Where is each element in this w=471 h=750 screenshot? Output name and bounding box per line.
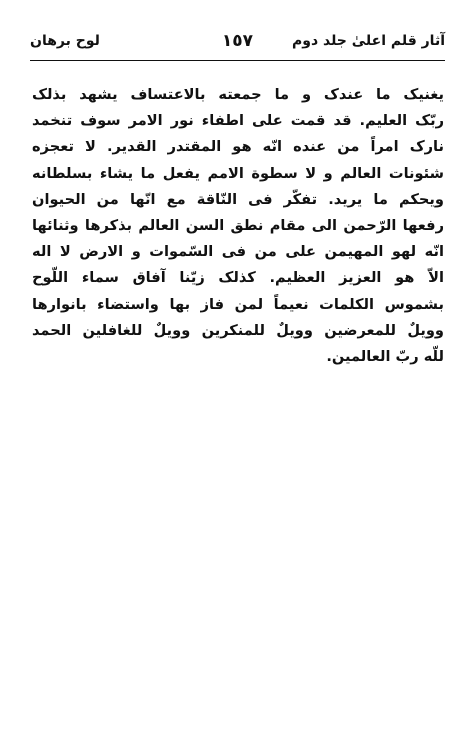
- body-text: [32, 82, 444, 370]
- text-line: الاّ هو العزیز العظیم. کذلک زیّنا آفاق سماء اللّوح: [32, 269, 444, 287]
- text-line: للّه ربّ العالمین.: [326, 347, 444, 365]
- text-line: ویحکم ما یرید. تفکّر فی النّاقة مع انّها من الحیوان: [32, 190, 444, 208]
- page-number: ١٥٧: [221, 31, 254, 51]
- text-line: نارک امراً من عنده انّه هو المقتدر القدیر. لا تعجزه: [32, 138, 444, 156]
- text-line: ربّک العلیم. قد قمت علی اطفاء نور الامر سوف تنخمد: [32, 112, 444, 130]
- text-line: وویلٌ للمعرضین وویلٌ للمنکرین وویلٌ للغافلین الحمد: [32, 321, 444, 339]
- header-rule: [30, 60, 445, 61]
- text-line: بشموس الکلمات نعیماً لمن فاز بها واستضاء بانوارها: [32, 295, 444, 313]
- section-title: لوح برهان: [30, 33, 100, 49]
- page-header: [30, 30, 445, 54]
- book-title: آثار قلم اعلیٰ جلد دوم: [291, 33, 445, 49]
- text-line: رفعها الرّحمن الی مقام نطق السن العالم بذکرها وثنائها: [32, 216, 444, 234]
- text-line: شئونات العالم و لا سطوة الامم یفعل ما یشاء بسلطانه: [32, 164, 444, 182]
- text-line: یغنیک ما عندک و ما جمعته بالاعتساف یشهد بذلک: [32, 86, 444, 103]
- text-line: انّه لهو المهیمن علی من فی السّموات و الارض لا اله: [32, 243, 444, 261]
